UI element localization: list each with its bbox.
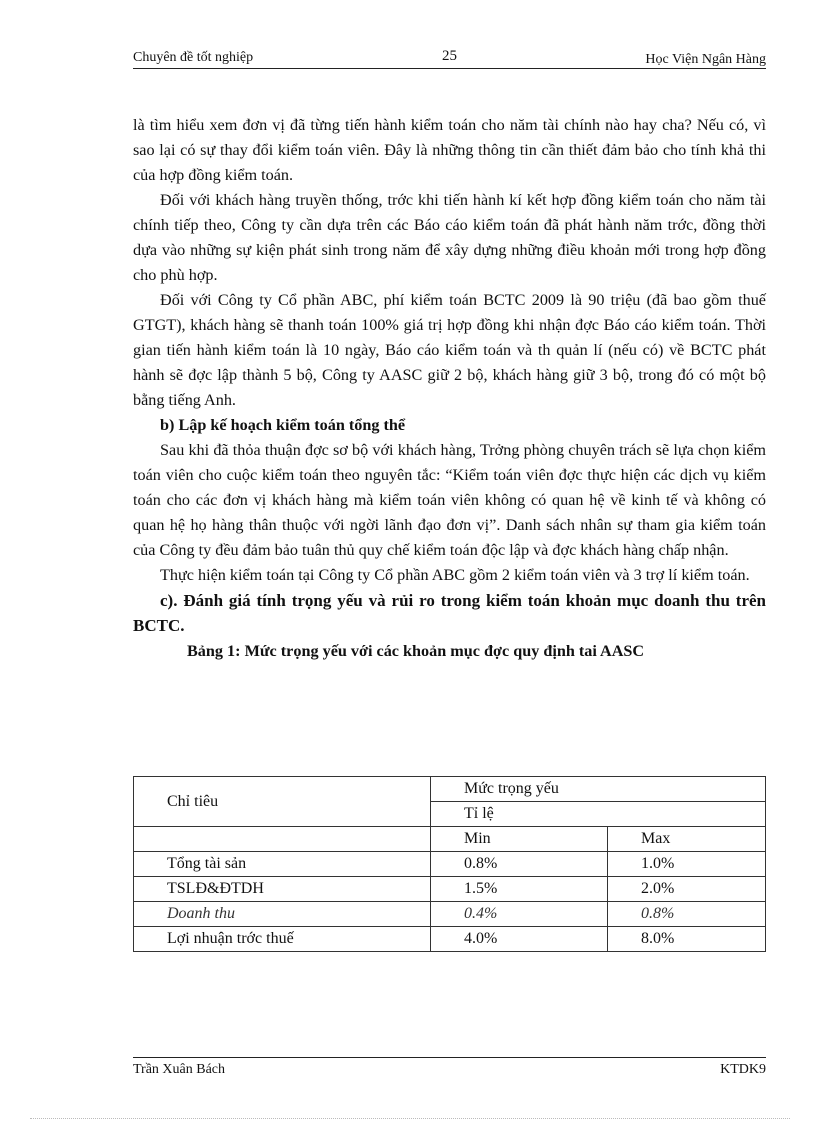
paragraph-4: Sau khi đã thỏa thuận đợc sơ bộ với khách hàng, Trởng phòng chuyên trách sẽ lựa chọn kiểm toán viên cho cuộc kiểm toán theo nguyên tắc: “Kiểm toán viên đợc thực hiện các dịch vụ kiểm toán cho các đơn vị khách hàng mà kiểm toán viên không có quan hệ về kinh tế và không có quan hệ họ hàng thân thuộc với ngời lãnh đạo đơn vị”. Danh sách nhân sự tham gia kiểm toán của Công ty đều đảm bảo tuân thủ quy chế kiểm toán độc lập và đợc khách hàng chấp nhận. [133,441,766,559]
section-heading-b: b) Lập kế hoạch kiểm toán tổng thể [160,416,406,434]
table-header-row [134,777,766,802]
page-footer [133,1057,766,1082]
page-number: 25 [442,48,457,64]
row-min: 1.5% [431,877,608,902]
ratio-header: Tỉ lệ [431,802,766,827]
footer-author: Trần Xuân Bách [133,1062,226,1077]
table-caption: Bảng 1: Mức trọng yếu với các khoản mục đợc quy định tai AASC [187,642,645,660]
table-row [134,852,766,877]
row-label: TSLĐ&ĐTDH [134,877,431,902]
document-body [133,113,766,664]
row-label: Lợi nhuận trớc thuế [134,927,431,952]
max-header: Max [608,827,766,852]
paragraph-5: Thực hiện kiểm toán tại Công ty Cổ phần ABC gồm 2 kiểm toán viên và 3 trợ lí kiểm toán. [160,566,750,584]
section-heading-c: c). Đánh giá tính trọng yếu và rủi ro trong kiểm toán khoản mục doanh thu trên BCTC. [133,591,766,635]
header-title: Chuyên đề tốt nghiệp [133,50,254,65]
group-header: Mức trọng yếu [431,777,766,802]
header-institution: Học Viện Ngân Hàng [645,52,766,67]
row-max: 8.0% [608,927,766,952]
table-row [134,902,766,927]
table-minmax-row [134,827,766,852]
row-max: 0.8% [608,902,766,927]
materiality-table [133,776,766,952]
row-min: 0.4% [431,902,608,927]
paragraph-3: Đối với Công ty Cổ phần ABC, phí kiểm toán BCTC 2009 là 90 triệu (đã bao gồm thuế GTGT), khách hàng sẽ thanh toán 100% giá trị hợp đồng khi nhận đợc Báo cáo kiểm toán. Thời gian tiến hành kiểm toán là 10 ngày, Báo cáo kiểm toán và th quản lí (nếu có) về BCTC phát hành sẽ đợc lập thành 5 bộ, Công ty AASC giữ 2 bộ, khách hàng giữ 3 bộ, trong đó có một bộ bằng tiếng Anh. [133,291,766,409]
row-max: 1.0% [608,852,766,877]
row-max: 2.0% [608,877,766,902]
footer-code: KTDK9 [720,1062,766,1077]
page-bottom-divider [30,1118,790,1119]
row-label: Tổng tài sản [134,852,431,877]
empty-cell [134,827,431,852]
table-row [134,927,766,952]
table-row [134,877,766,902]
paragraph-2: Đối với khách hàng truyền thống, trớc khi tiến hành kí kết hợp đồng kiểm toán cho năm tài chính tiếp theo, Công ty cần dựa trên các Báo cáo kiểm toán đã phát hành năm trớc, đồng thời dựa vào những sự kiện phát sinh trong năm để xây dựng những điều khoản mới trong hợp đồng cho phù hợp. [133,191,766,284]
row-label: Doanh thu [134,902,431,927]
row-min: 0.8% [431,852,608,877]
page-header [133,48,766,69]
min-header: Min [431,827,608,852]
row-min: 4.0% [431,927,608,952]
paragraph-1: là tìm hiểu xem đơn vị đã từng tiến hành kiểm toán cho năm tài chính nào hay cha? Nếu có, vì sao lại có sự thay đổi kiểm toán viên. Đây là những thông tin cần thiết đảm bảo cho tính khả thi của hợp đồng kiểm toán. [133,116,766,184]
column-label-header: Chỉ tiêu [134,777,431,827]
